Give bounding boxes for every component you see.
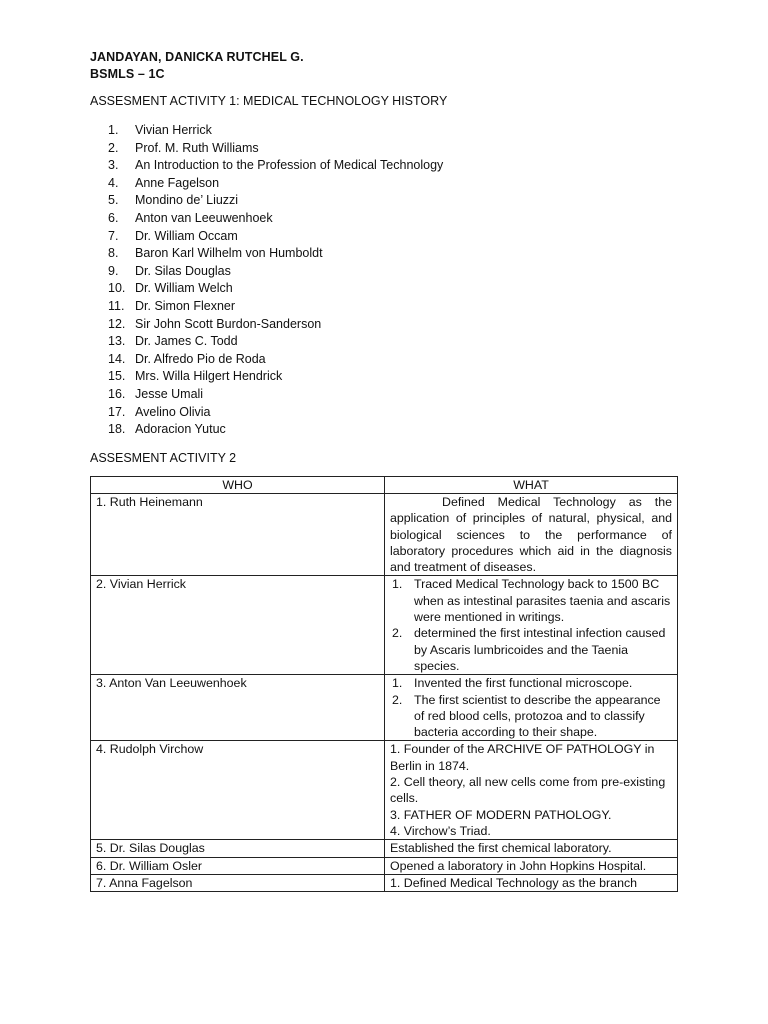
- list-item-number: 5.: [108, 193, 119, 208]
- list-item-number: 7.: [108, 228, 119, 243]
- list-item-number: 1.: [108, 123, 119, 137]
- who-cell: 6. Dr. William Osler: [91, 857, 385, 874]
- table-header-row: [91, 477, 678, 494]
- who-cell: 7. Anna Fagelson: [91, 874, 385, 891]
- list-item: [108, 351, 443, 369]
- what-cell: Opened a laboratory in John Hopkins Hospital.: [385, 857, 678, 874]
- list-item: [108, 421, 443, 439]
- list-item-number: 9.: [108, 263, 119, 278]
- list-item-number: 12.: [108, 316, 126, 331]
- what-cell: Established the first chemical laboratory.: [385, 840, 678, 857]
- list-item: [108, 157, 443, 175]
- student-name: JANDAYAN, DANICKA RUTCHEL G.: [90, 50, 304, 64]
- list-item: [108, 122, 443, 140]
- list-item: [108, 210, 443, 228]
- list-item-number: 2.: [108, 140, 119, 155]
- list-item-text: Dr. William Occam: [135, 228, 238, 243]
- table-row: [91, 494, 678, 576]
- list-item-text: Prof. M. Ruth Williams: [135, 140, 259, 155]
- list-item-text: Mondino de’ Liuzzi: [135, 193, 239, 208]
- list-item-number: 18.: [108, 422, 126, 437]
- list-item: [108, 263, 443, 281]
- who-cell: 5. Dr. Silas Douglas: [91, 840, 385, 857]
- who-cell: 3. Anton Van Leeuwenhoek: [91, 675, 385, 741]
- who-header: WHO: [91, 477, 385, 494]
- list-item: [108, 280, 443, 298]
- list-item: [108, 245, 443, 263]
- what-point: 2. determined the first intestinal infection caused by Ascaris lumbricoides and the Taenia species.: [392, 626, 666, 673]
- what-text: Defined Medical Technology as the application of principles of natural, physical, and biological sciences to the performance of laboratory procedures which aid in the diagnosis and treatment of diseases.: [390, 495, 672, 575]
- list-item-number: 17.: [108, 404, 126, 419]
- what-cell: [385, 576, 678, 675]
- student-section: BSMLS – 1C: [90, 67, 165, 81]
- list-item-text: Baron Karl Wilhelm von Humboldt: [135, 246, 323, 261]
- table-row: [91, 576, 678, 675]
- activity2-title: ASSESMENT ACTIVITY 2: [90, 451, 237, 465]
- list-item: [108, 140, 443, 158]
- activity1-list: [108, 122, 443, 439]
- list-item-text: Dr. William Welch: [135, 281, 233, 296]
- list-item-text: Dr. Simon Flexner: [135, 298, 236, 313]
- list-item-number: 4.: [108, 175, 119, 190]
- list-item-text: Anton van Leeuwenhoek: [135, 210, 273, 225]
- list-item-text: Dr. Silas Douglas: [135, 263, 231, 278]
- list-item: [108, 228, 443, 246]
- list-item: [108, 175, 443, 193]
- what-point: 2. The first scientist to describe the appearance of red blood cells, protozoa and to classify bacteria according to their shape.: [392, 692, 661, 740]
- table-row: [91, 857, 678, 874]
- what-cell: 1. Defined Medical Technology as the branch: [385, 874, 678, 891]
- what-cell: [385, 494, 678, 576]
- table-row: [91, 675, 678, 741]
- list-item: [108, 404, 443, 422]
- list-item-number: 11.: [108, 298, 125, 313]
- list-item-number: 10.: [108, 281, 126, 296]
- list-item-text: Mrs. Willa Hilgert Hendrick: [135, 369, 283, 384]
- list-item-number: 15.: [108, 369, 126, 384]
- what-cell: [385, 675, 678, 741]
- list-item-number: 16.: [108, 386, 126, 401]
- who-what-table: [90, 476, 678, 892]
- list-item: [108, 386, 443, 404]
- list-item-text: An Introduction to the Profession of Medical Technology: [135, 158, 444, 173]
- list-item-text: Jesse Umali: [135, 386, 204, 401]
- table-row: [91, 741, 678, 840]
- what-point: 1. Invented the first functional microscope.: [392, 676, 633, 691]
- what-point: 4. Virchow’s Triad.: [390, 823, 491, 838]
- list-item-text: Adoracion Yutuc: [135, 422, 226, 437]
- list-item-text: Vivian Herrick: [135, 123, 212, 137]
- activity1-title: ASSESMENT ACTIVITY 1: MEDICAL TECHNOLOGY HISTORY: [90, 94, 448, 108]
- list-item: [108, 333, 443, 351]
- what-point: 1. Founder of the ARCHIVE OF PATHOLOGY in Berlin in 1874.: [390, 742, 655, 773]
- list-item-number: 14.: [108, 351, 126, 366]
- list-item: [108, 368, 443, 386]
- list-item-number: 6.: [108, 210, 119, 225]
- list-item-number: 3.: [108, 158, 119, 173]
- who-cell: 1. Ruth Heinemann: [91, 494, 385, 576]
- list-item-text: Sir John Scott Burdon-Sanderson: [135, 316, 322, 331]
- list-item-number: 13.: [108, 334, 126, 349]
- list-item-text: Anne Fagelson: [135, 175, 220, 190]
- list-item-text: Dr. James C. Todd: [135, 334, 238, 349]
- list-item: [108, 298, 443, 316]
- list-item: [108, 316, 443, 334]
- list-item-number: 8.: [108, 246, 119, 261]
- what-cell: [385, 741, 678, 840]
- table-row: [91, 840, 678, 857]
- who-cell: 4. Rudolph Virchow: [91, 741, 385, 840]
- what-point: 3. FATHER OF MODERN PATHOLOGY.: [390, 807, 612, 822]
- list-item-text: Avelino Olivia: [135, 404, 211, 419]
- what-point: 1. Traced Medical Technology back to 1500 BC when as intestinal parasites taenia and ascaris were mentioned in writings.: [392, 577, 671, 625]
- list-item-text: Dr. Alfredo Pio de Roda: [135, 351, 266, 366]
- what-header: WHAT: [385, 477, 678, 494]
- who-cell: 2. Vivian Herrick: [91, 576, 385, 675]
- what-point: 2. Cell theory, all new cells come from pre-existing cells.: [390, 775, 666, 806]
- table-row: [91, 874, 678, 891]
- list-item: [108, 192, 443, 210]
